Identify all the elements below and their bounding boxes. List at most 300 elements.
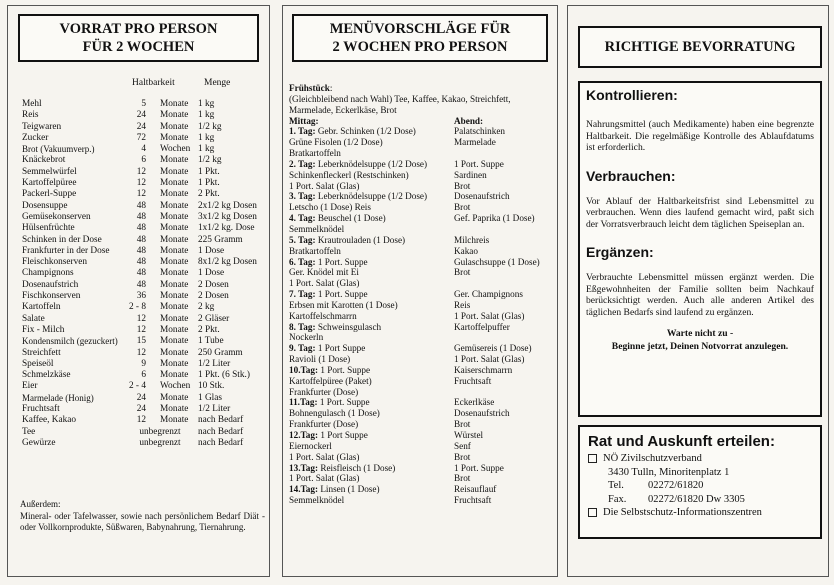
- mittag-text: Gebr. Schinken (1/2 Dose): [315, 126, 416, 137]
- item-unit: Monate: [160, 155, 189, 166]
- mittag-entry: [289, 495, 454, 506]
- vorrat-row: [22, 325, 268, 336]
- fruehstueck-line3: Marmelade, Eckerlkäse, Brot: [289, 104, 397, 115]
- item-menge: nach Bedarf: [198, 437, 244, 448]
- tel-label: Tel.: [608, 480, 624, 491]
- mittag-text: Bohnengulasch (1 Dose): [289, 408, 380, 419]
- item-amount: 36: [136, 291, 146, 302]
- item-amount: unbegrenzt: [139, 426, 181, 437]
- menue-row: [289, 278, 555, 289]
- item-amount: 12: [136, 415, 146, 426]
- abend-entry: Reis: [454, 299, 471, 310]
- mittag-text: Reisfleisch (1 Dose): [318, 462, 396, 473]
- verbrauchen-heading: Verbrauchen:: [586, 167, 676, 184]
- mittag-text: 1 Port. Suppe: [315, 256, 368, 267]
- item-menge: 1 kg: [198, 144, 215, 155]
- abend-entry: [454, 224, 554, 235]
- menue-row: [289, 387, 555, 398]
- item-menge: 1 kg: [198, 110, 215, 121]
- mittag-text: Kartoffelschmarrn: [289, 310, 357, 321]
- item-name: Reis: [22, 110, 39, 121]
- day-label: 6. Tag:: [289, 256, 316, 267]
- item-name: Kartoffelpüree: [22, 178, 77, 189]
- abend-entry: Eckerlkäse: [454, 397, 495, 408]
- day-label: 1. Tag:: [289, 126, 316, 137]
- item-unit: Monate: [160, 370, 189, 381]
- abend-entry: Brot: [454, 180, 471, 191]
- vorrat-row: [22, 223, 268, 234]
- abend-entry: Brot: [454, 202, 471, 213]
- menue-row: [289, 430, 555, 441]
- mittag-text: 1 Port. Suppe: [317, 397, 370, 408]
- mittag-entry: [289, 148, 454, 159]
- mittag-text: Grüne Fisolen (1/2 Dose): [289, 137, 383, 148]
- mittag-entry: [289, 267, 454, 278]
- item-menge: 2x1/2 kg Dosen: [198, 200, 257, 211]
- panel-menue: [282, 5, 558, 577]
- item-name: Packerl-Suppe: [22, 189, 77, 200]
- mittag-entry: [289, 322, 454, 333]
- item-amount: 12: [136, 313, 146, 324]
- rat-box: [578, 425, 822, 539]
- item-unit: Wochen: [160, 144, 191, 155]
- vorrat-row: [22, 393, 268, 404]
- item-amount: 6: [141, 370, 146, 381]
- item-amount: 48: [136, 279, 146, 290]
- vorrat-row: [22, 291, 268, 302]
- item-amount: unbegrenzt: [139, 437, 181, 448]
- fax-number: 02272/61820 Dw 3305: [648, 493, 745, 505]
- item-amount: 15: [136, 336, 146, 347]
- mittag-text: 1 Port Suppe: [318, 430, 368, 440]
- item-menge: 1 Pkt.: [198, 178, 220, 189]
- item-menge: 2 Dosen: [198, 291, 229, 302]
- abend-entry: 1 Port. Salat (Glas): [454, 310, 525, 321]
- mittag-entry: [289, 213, 454, 224]
- item-name: Dosenaufstrich: [22, 279, 79, 290]
- menue-row: [289, 441, 555, 452]
- item-name: Kartoffeln: [22, 302, 61, 313]
- vorrat-row: [22, 110, 268, 121]
- item-amount: 24: [136, 110, 146, 121]
- item-amount: 12: [136, 324, 146, 335]
- item-name: Fruchtsaft: [22, 404, 60, 415]
- abend-entry: Marmelade: [454, 137, 496, 148]
- vorrat-row: [22, 302, 268, 313]
- fruehstueck-colon: :: [329, 83, 333, 93]
- mittag-text: Schweinsgulasch: [315, 321, 382, 332]
- abend-entry: Fruchtsaft: [454, 495, 492, 506]
- abend-entry: 1 Port. Salat (Glas): [454, 354, 525, 365]
- menue-row: [289, 473, 555, 484]
- item-name: Champignons: [22, 268, 74, 279]
- menue-row: [289, 191, 555, 202]
- item-unit: Monate: [160, 121, 189, 132]
- mittag-entry: [289, 246, 454, 257]
- menue-row: [289, 452, 555, 463]
- mittag-entry: [289, 289, 454, 300]
- item-amount: 12: [136, 347, 146, 358]
- abend-entry: Würstel: [454, 430, 484, 440]
- menue-row: [289, 137, 555, 148]
- item-menge: 1 Glas: [198, 392, 223, 403]
- item-menge: 1/2 kg: [198, 121, 222, 132]
- menue-row: [289, 495, 555, 506]
- item-amount: 24: [136, 392, 146, 403]
- abend-entry: Palatschinken: [454, 126, 506, 137]
- menue-row: [289, 289, 555, 300]
- menue-row: [289, 224, 555, 235]
- item-unit: Monate: [160, 166, 189, 177]
- vorrat-row: [22, 415, 268, 426]
- item-menge: 3x1/2 kg Dosen: [198, 211, 257, 222]
- item-amount: 48: [136, 268, 146, 279]
- vorrat-row: [22, 235, 268, 246]
- item-menge: 1 kg: [198, 132, 215, 143]
- vorrat-row: [22, 155, 268, 166]
- item-menge: nach Bedarf: [198, 426, 244, 437]
- abend-entry: Fruchtsaft: [454, 375, 492, 386]
- day-label: 14.Tag:: [289, 484, 319, 495]
- item-amount: 48: [136, 234, 146, 245]
- item-name: Semmelwürfel: [22, 166, 77, 177]
- abend-entry: Brot: [454, 267, 471, 278]
- vorrat-title-line1: VORRAT PRO PERSON: [59, 21, 218, 37]
- item-menge: 2 Pkt.: [198, 189, 220, 200]
- item-name: Schmelzkäse: [22, 370, 71, 381]
- item-unit: Monate: [160, 336, 189, 347]
- vorrat-title-box: [18, 14, 259, 62]
- mittag-text: 1 Port. Salat (Glas): [289, 451, 360, 462]
- menue-row: [289, 332, 555, 343]
- mittag-text: Krautrouladen (1 Dose): [315, 234, 406, 245]
- ausserdem-title: Außerdem:: [20, 499, 61, 509]
- mittag-entry: [289, 278, 454, 289]
- menue-row: [289, 354, 555, 365]
- col-menge: Menge: [204, 78, 231, 88]
- menue-row: [289, 484, 555, 495]
- item-amount: 48: [136, 223, 146, 234]
- menue-title-box: [292, 14, 548, 62]
- mittag-entry: [289, 181, 454, 192]
- item-unit: Monate: [160, 415, 189, 426]
- abend-entry: Brot: [454, 473, 471, 484]
- item-menge: 1 Pkt.: [198, 166, 220, 177]
- item-menge: 1/2 Liter: [198, 404, 231, 415]
- item-unit: Monate: [160, 324, 189, 335]
- mittag-entry: [289, 343, 454, 354]
- item-amount: 4: [141, 144, 146, 155]
- item-amount: 48: [136, 257, 146, 268]
- day-label: 11.Tag:: [289, 397, 318, 408]
- abend-entry: Gulaschsuppe (1 Dose): [454, 256, 540, 267]
- item-name: Dosensuppe: [22, 200, 68, 211]
- day-label: 9. Tag:: [289, 343, 316, 354]
- abend-entry: [454, 148, 554, 159]
- item-menge: 1 kg: [198, 99, 215, 109]
- item-unit: Monate: [160, 347, 189, 358]
- mittag-entry: [289, 332, 454, 343]
- kontrollieren-text: Nahrungsmittel (auch Medikamente) haben eine begrenzte Haltbarkeit. Die regelmäßige Kontrolle des Ablaufdatums ist erforderlich.: [586, 119, 814, 153]
- item-name: Salate: [22, 313, 45, 324]
- item-unit: Monate: [160, 358, 189, 369]
- mittag-text: 1 Port. Salat (Glas): [289, 278, 360, 289]
- item-amount: 24: [136, 404, 146, 415]
- item-unit: Monate: [160, 404, 189, 415]
- day-label: 5. Tag:: [289, 234, 316, 245]
- day-label: 8. Tag:: [289, 321, 316, 332]
- item-unit: Monate: [160, 279, 189, 290]
- item-menge: 2 kg: [198, 302, 215, 313]
- menue-row: [289, 202, 555, 213]
- mittag-entry: [289, 235, 454, 246]
- abend-entry: Milchreis: [454, 234, 490, 245]
- abend-entry: 1 Port. Suppe: [454, 158, 504, 169]
- mittag-text: Semmelknödel: [289, 495, 345, 506]
- abend-entry: Senf: [454, 440, 471, 451]
- item-unit: Monate: [160, 189, 189, 200]
- day-label: 2. Tag:: [289, 158, 316, 169]
- item-amount: 2 - 4: [128, 381, 146, 392]
- mittag-text: 1 Port. Suppe: [318, 364, 371, 375]
- bevorratung-title: RICHTIGE BEVORRATUNG: [578, 26, 822, 68]
- vorrat-row: [22, 144, 268, 155]
- mittag-text: Frankfurter (Dose): [289, 386, 359, 397]
- rat-heading: Rat und Auskunft erteilen:: [588, 433, 775, 450]
- mittag-entry: [289, 224, 454, 235]
- menue-row: [289, 181, 555, 192]
- mittag-entry: [289, 419, 454, 430]
- menue-row: [289, 257, 555, 268]
- mittag-text: Bratkartoffeln: [289, 245, 341, 256]
- menue-rows: [289, 126, 555, 506]
- col-haltbarkeit: Haltbarkeit: [132, 78, 175, 88]
- menue-row: [289, 343, 555, 354]
- abend-entry: Reisauflauf: [454, 484, 497, 495]
- vorrat-row: [22, 404, 268, 415]
- kontrollieren-heading: Kontrollieren:: [586, 87, 678, 103]
- item-unit: Monate: [160, 313, 189, 324]
- mittag-entry: [289, 376, 454, 387]
- verbrauchen-text: Vor Ablauf der Haltbarkeitsfrist sind Lebensmittel zu verbrauchen. Wenn dies laufend gemacht wird, paßt sich der Vorratsverbrauch leicht dem täglichen Speiseplan an.: [586, 195, 814, 230]
- org-name: NÖ Zivilschutzverband: [603, 453, 702, 464]
- menue-title-line1: MENÜVORSCHLÄGE FÜR: [329, 21, 511, 37]
- item-menge: 1/2 kg: [198, 155, 222, 166]
- item-menge: 250 Gramm: [198, 347, 243, 358]
- menue-title-line2: 2 WOCHEN PRO PERSON: [332, 39, 508, 55]
- item-unit: Monate: [160, 132, 189, 143]
- menue-row: [289, 365, 555, 376]
- vorrat-row: [22, 212, 268, 223]
- vorrat-row: [22, 336, 268, 347]
- mittag-text: Ravioli (1 Dose): [289, 354, 351, 365]
- abend-entry: Brot: [454, 451, 471, 462]
- day-label: 10.Tag:: [289, 364, 319, 375]
- menue-row: [289, 463, 555, 474]
- abend-entry: Dosenaufstrich: [454, 408, 510, 419]
- warte-line1: Warte nicht zu -: [666, 328, 734, 339]
- abend-entry: Brot: [454, 419, 471, 430]
- menue-row: [289, 397, 555, 408]
- bevorratung-box: [578, 81, 822, 417]
- item-amount: 48: [136, 245, 146, 256]
- item-name: Speiseöl: [22, 358, 54, 369]
- item-unit: Monate: [160, 302, 189, 313]
- item-unit: Monate: [160, 110, 189, 121]
- item-menge: nach Bedarf: [198, 415, 244, 426]
- item-name: Eier: [22, 381, 38, 392]
- menue-row: [289, 408, 555, 419]
- item-menge: 2 Dosen: [198, 279, 229, 290]
- item-menge: 1/2 Liter: [198, 358, 231, 369]
- item-unit: Wochen: [160, 381, 191, 392]
- item-name: Knäckebrot: [22, 155, 66, 166]
- abend-entry: [454, 387, 554, 398]
- item-amount: 12: [136, 178, 146, 189]
- mittag-text: 1 Port. Salat (Glas): [289, 180, 360, 191]
- mittag-text: Linsen (1 Dose): [318, 484, 380, 495]
- mittag-entry: [289, 311, 454, 322]
- item-amount: 24: [136, 121, 146, 132]
- mittag-text: Bratkartoffeln: [289, 148, 341, 159]
- mittag-text: Erbsen mit Karotten (1 Dose): [289, 299, 398, 310]
- menue-row: [289, 419, 555, 430]
- item-name: Streichfett: [22, 347, 61, 358]
- menue-row: [289, 126, 555, 137]
- item-amount: 9: [141, 358, 146, 369]
- menue-row: [289, 170, 555, 181]
- mittag-entry: [289, 484, 454, 495]
- vorrat-row: [22, 189, 268, 200]
- mittag-text: 1 Port Suppe: [315, 343, 366, 354]
- mittag-entry: [289, 202, 454, 213]
- mittag-entry: [289, 397, 454, 408]
- day-label: 13.Tag:: [289, 462, 319, 473]
- menue-row: [289, 267, 555, 278]
- item-unit: Monate: [160, 200, 189, 211]
- mittag-entry: [289, 430, 454, 441]
- item-name: Kondensmilch (gezuckert): [22, 336, 118, 347]
- abend-entry: Ger. Champignons: [454, 289, 523, 300]
- panel-bevorratung: [567, 5, 829, 577]
- item-amount: 48: [136, 200, 146, 211]
- mittag-text: Frankfurter (Dose): [289, 419, 359, 430]
- item-name: Frankfurter in der Dose: [22, 245, 110, 256]
- abend-entry: Gef. Paprika (1 Dose): [454, 213, 535, 224]
- org-address: 3430 Tulln, Minoritenplatz 1: [608, 466, 730, 478]
- checkbox-icon: [588, 454, 597, 463]
- mittag-entry: [289, 159, 454, 170]
- abend-entry: Sardinen: [454, 169, 487, 180]
- day-label: 12.Tag:: [289, 430, 319, 440]
- item-menge: 2 Gläser: [198, 313, 230, 324]
- item-menge: 1 Tube: [198, 336, 224, 347]
- abend-entry: Kaiserschmarrn: [454, 364, 513, 375]
- abend-entry: [454, 278, 554, 289]
- mittag-text: Letscho (1 Dose) Reis: [289, 202, 371, 213]
- mittag-text: Leberknödelsuppe (1/2 Dose): [315, 158, 428, 169]
- item-menge: 1x1/2 kg. Dose: [198, 223, 255, 234]
- mittag-text: Nockerln: [289, 332, 324, 343]
- item-unit: Monate: [160, 245, 189, 256]
- day-label: 3. Tag:: [289, 191, 316, 202]
- mittag-entry: [289, 463, 454, 474]
- mittag-text: Eiernockerl: [289, 440, 332, 451]
- mittag-entry: [289, 137, 454, 148]
- item-amount: 12: [136, 189, 146, 200]
- mittag-entry: [289, 191, 454, 202]
- item-unit: Monate: [160, 223, 189, 234]
- vorrat-row: [22, 348, 268, 359]
- mittag-text: 1 Port. Salat (Glas): [289, 473, 360, 484]
- abend-entry: 1 Port. Suppe: [454, 462, 504, 473]
- item-name: Kaffee, Kakao: [22, 415, 77, 426]
- item-name: Brot (Vakuumverp.): [22, 144, 95, 155]
- menue-row: [289, 246, 555, 257]
- mittag-text: Beuschel (1 Dose): [315, 213, 386, 224]
- abend-entry: Dosenaufstrich: [454, 191, 510, 202]
- item-name: Teigwaren: [22, 121, 62, 132]
- menue-row: [289, 311, 555, 322]
- vorrat-row: [22, 99, 268, 110]
- ausserdem-text: Mineral- oder Tafelwasser, sowie nach persönlichem Bedarf Diät - oder Vollkornprodukte, Süßwaren, Babynahrung, Tiernahrung.: [20, 510, 265, 532]
- item-menge: 1 Pkt. (6 Stk.): [198, 370, 250, 381]
- ausserdem-note: [20, 499, 265, 534]
- ergaenzen-heading: Ergänzen:: [586, 244, 654, 260]
- mittag-text: Leberknödelsuppe (1/2 Dose): [315, 191, 428, 202]
- menue-row: [289, 300, 555, 311]
- vorrat-title-line2: FÜR 2 WOCHEN: [82, 39, 195, 55]
- warte-line2: Beginne jetzt, Deinen Notvorrat anzulegen.: [611, 341, 789, 352]
- mittag-text: Semmelknödel: [289, 223, 345, 234]
- panel-vorrat: [7, 5, 270, 577]
- ergaenzen-text: Verbrauchte Lebensmittel müssen ergänzt werden. Die Eßgewohnheiten der Familie sollten beim Nachkauf berücksichtigt werden. Auch alle anderen Artikel des täglichen Bedarfs sind laufend zu ergänzen.: [586, 272, 814, 318]
- vorrat-row: [22, 201, 268, 212]
- vorrat-row: [22, 381, 268, 392]
- menue-row: [289, 148, 555, 159]
- item-menge: 1 Dose: [198, 245, 225, 256]
- item-unit: Monate: [160, 257, 189, 268]
- menue-list: [289, 83, 555, 506]
- vorrat-row: [22, 133, 268, 144]
- item-menge: 8x1/2 kg Dosen: [198, 257, 257, 268]
- mittag-entry: [289, 170, 454, 181]
- abend-entry: Kakao: [454, 245, 478, 256]
- abend-entry: Gemüsereis (1 Dose): [454, 343, 532, 354]
- item-name: Fleischkonserven: [22, 257, 88, 268]
- mittag-entry: [289, 387, 454, 398]
- item-name: Schinken in der Dose: [22, 234, 102, 245]
- mittag-text: Kartoffelpüree (Paket): [289, 375, 372, 386]
- item-unit: Monate: [160, 234, 189, 245]
- menue-row: [289, 376, 555, 387]
- mittag-entry: [289, 365, 454, 376]
- mittag-entry: [289, 300, 454, 311]
- item-menge: 10 Stk.: [198, 381, 225, 392]
- item-name: Zucker: [22, 132, 49, 143]
- abend-entry: [454, 332, 554, 343]
- vorrat-row: [22, 370, 268, 381]
- mittag-label: Mittag:: [289, 115, 319, 126]
- vorrat-row: [22, 438, 268, 449]
- item-amount: 5: [141, 99, 146, 109]
- item-name: Gemüsekonserven: [22, 211, 91, 222]
- abend-label: Abend:: [454, 115, 484, 126]
- day-label: 7. Tag:: [289, 289, 316, 300]
- mittag-entry: [289, 452, 454, 463]
- mittag-text: Ger. Knödel mit Ei: [289, 267, 359, 278]
- vorrat-row: [22, 359, 268, 370]
